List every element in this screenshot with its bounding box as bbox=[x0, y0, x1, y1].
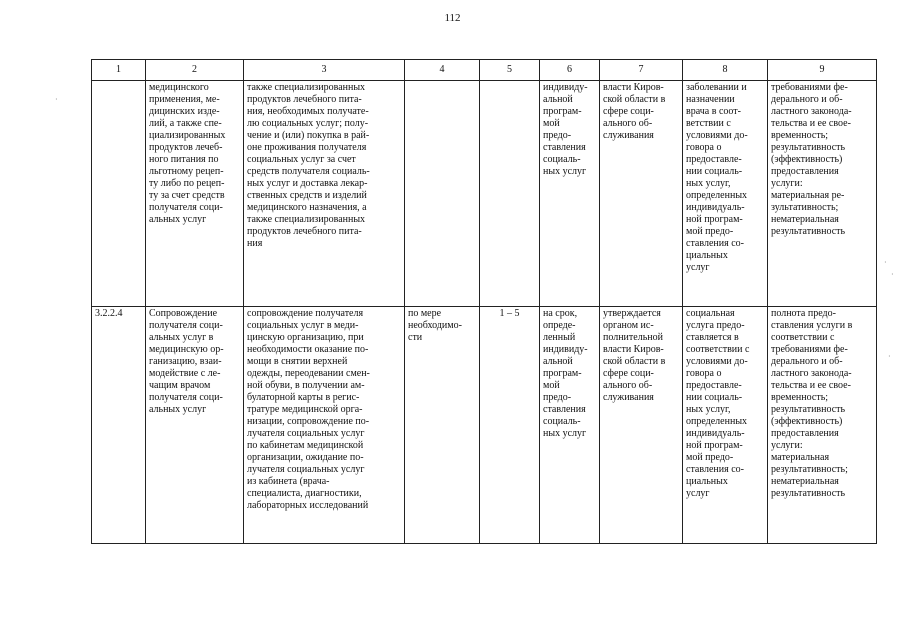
services-table bbox=[91, 59, 877, 544]
column-header-8: 8 bbox=[683, 60, 768, 81]
cell-term: индивиду- альной програм- мой предо- ставления социаль- ных услуг bbox=[540, 81, 600, 307]
cell-quality-indicators: требованиями фе- дерального и об- ластного законода- тельства и ее свое- временность; результативность (эффективность) предоставления услуги: материальная ре- зультативность; нематериальная результативность bbox=[768, 81, 877, 307]
column-header-1: 1 bbox=[92, 60, 146, 81]
cell-frequency: по мере необходимо- сти bbox=[405, 307, 480, 544]
cell-conditions: социальная услуга предо- ставляется в соответствии с условиями до- говора о предоставле- нии социаль- ных услуг, определенных индивидуаль- ной програм- мой предо- ставления со- циальных услуг bbox=[683, 307, 768, 544]
cell-number: 3.2.2.4 bbox=[92, 307, 146, 544]
header-row bbox=[92, 60, 877, 81]
cell-tariff: власти Киров- ской области в сфере соци- ального об- служивания bbox=[600, 81, 683, 307]
cell-term: на срок, опреде- ленный индивиду- альной програм- мой предо- ставления социаль- ных услуг bbox=[540, 307, 600, 544]
column-header-4: 4 bbox=[405, 60, 480, 81]
page-number: 112 bbox=[444, 12, 461, 24]
cell-conditions: заболевании и назначении врача в соот- ветствии с условиями до- говора о предоставле- нии социаль- ных услуг, определенных индивидуаль- ной програм- мой предо- ставления со- циальных услуг bbox=[683, 81, 768, 307]
scan-speck: · bbox=[891, 270, 894, 279]
scan-speck: · bbox=[888, 352, 891, 361]
column-header-9: 9 bbox=[768, 60, 877, 81]
cell-frequency bbox=[405, 81, 480, 307]
cell-units: 1 – 5 bbox=[480, 307, 540, 544]
column-header-5: 5 bbox=[480, 60, 540, 81]
column-header-6: 6 bbox=[540, 60, 600, 81]
cell-tariff: утверждается органом ис- полнительной власти Киров- ской области в сфере соци- ального об- служивания bbox=[600, 307, 683, 544]
scan-speck: · bbox=[884, 258, 887, 267]
cell-quality-indicators: полнота предо- ставления услуги в соответствии с требованиями фе- дерального и об- ластного законода- тельства и ее свое- временность; результативность (эффективность) предоставления услуги: материальная результативность; нематериальная результативность bbox=[768, 307, 877, 544]
cell-service-description: также специализированных продуктов лечебного пита- ния, необходимых получате- лю социальных услуг; полу- чение и (или) покупка в рай- оне проживания получателя социальных услуг за счет средств получателя социаль- ных услуг и доставка лекар- ственных средств и изделий медицинского назначения, а также специализированных продуктов лечебного пита- ния bbox=[244, 81, 405, 307]
table-row bbox=[92, 307, 877, 544]
column-header-2: 2 bbox=[146, 60, 244, 81]
scan-speck: · bbox=[55, 95, 58, 104]
column-header-3: 3 bbox=[244, 60, 405, 81]
cell-units bbox=[480, 81, 540, 307]
cell-number bbox=[92, 81, 146, 307]
cell-service-description: сопровождение получателя социальных услуг в меди- цинскую организацию, при необходимости оказание по- мощи в снятии верхней одежды, переодевании смен- ной обуви, в получении ам- булаторной карты в регис- тратуре медицинской орга- низации, сопровождение по- лучателя социальных услуг по кабинетам медицинской организации, ожидание по- лучателя социальных услуг из кабинета (врача- специалиста, диагностики, лабораторных исследований bbox=[244, 307, 405, 544]
cell-service-name: Сопровождение получателя соци- альных услуг в медицинскую ор- ганизацию, взаи- модействие с ле- чащим врачом получателя соци- альных услуг bbox=[146, 307, 244, 544]
column-header-7: 7 bbox=[600, 60, 683, 81]
table-row bbox=[92, 81, 877, 307]
cell-service-name: медицинского применения, ме- дицинских изде- лий, а также спе- циализированных продуктов лечеб- ного питания по льготному рецеп- ту либо по рецеп- ту за счет средств получателя соци- альных услуг bbox=[146, 81, 244, 307]
